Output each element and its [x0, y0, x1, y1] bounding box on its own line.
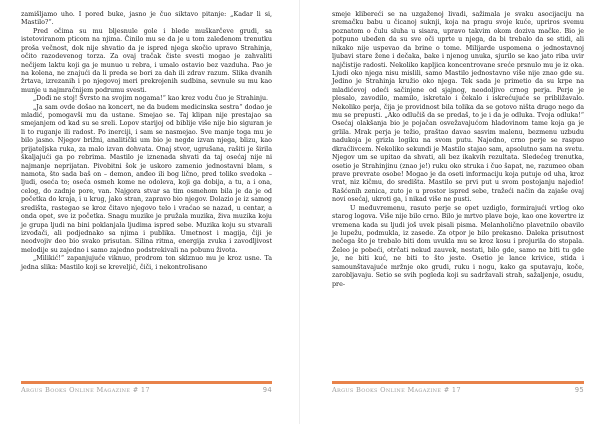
- page-number: 94: [262, 386, 272, 394]
- left-paragraph-4: „Ja sam ovde došao na koncert, ne da budem medicinska sestra“ dodao je mladić, pomogavši mu da ustane. Smejao se. Taj klipan nije prestajao sa smejanjem od kad su se sreli. Lopov starijoj od biblije više nije bio siguran je li to ruganje ili radost. Po inerciji, i sam se nasmejao. Sve manje toga mu je bilo jasno. Njegov brižni, analitički um bio je negde izvan njega, blizu, kao prijateljska ruka, za malo izvan dohvata. Onaj stvor, ugrušana, rašiti je širila škaljajući ga po rebrima. Mastilo je iznenada shvati da taj osećaj nije ni najmanje neprijatan. Pivobitni šok je uskoro zamenio jednostavni blam, s namota, što sada baš on – demon, anđeo ili bog lično, pred toliko svedoka – ljudi, oseća to; oseća osmeh kome ne odoleva, koji ga dobija, a tu, a i ona, celog, do zadnje pore, van. Najgora stvar sa tim osmehom bila je da je od početka do kraja, i u krug, jako stran, zapravo bio njegov. Dolazio je iz samog središta, rastegao se kroz čitavo njegovo telo i vraćao se nazad, u centar, a onda opet, sve iz početka. Snagu muzike je pružala muzika, živa muzika koju je grupa ljudi na bini poklanjala ljudima ispred sebe. Muzika koju su stvarali izvođači, ali podjednako sa njima i publika. Umetnost i magija, čiji je neodvojiv deo bio svako prisutan. Silina ritma, energija zvuka i zavodljivost melodije su zajedno i samo zajedno podstrekivali na pobunu života.: [21, 103, 272, 254]
- footer-left: [21, 386, 272, 396]
- left-paragraph-5: „Milikić!“ zapanjujuće viknuo, prodrom ton sklznuo mu je kroz usne. Ta jedna slika: Mastilo koji se kreveljić, čiči, i nekontrolisano: [21, 255, 272, 271]
- footer-rule-right: [332, 381, 584, 384]
- right-page: [300, 0, 600, 424]
- page-number: 95: [574, 386, 584, 394]
- left-paragraph-2: Pred očima su mu bljesnule gole i blede muškarčeve grudi, sa istetoviranom pticom na njima. Činilo mu se da je u tom zaleđenom trenutku proša večnost, dok nije shvatio da je ispred njega skočio upravo Strahinja, očito razodevenog torza. Za ovaj tračak čiste svesti mogao je zahvaliti nečijem laktu koji ga je munuo u rebra, i umalo ostavio bez vazduha. Pao je na kolena, ne znajući da li preda se bori za dah ili zdrav razum. Slika dvanih žrtava, izrezanih i po njegovoj meri prekrojenih sudbina, sevnule su mu kao munje u najmračnijem podrumu svesti.: [21, 27, 272, 94]
- left-page-text: [21, 11, 272, 272]
- right-paragraph-2: U međuvremenu, rasuto perje se opet uzdiglo, formirajući vrtlog oko starog logova. Više nije bilo crno. Bilo je mrtvo plave boje, kao one kovertre iz vremena kada su ljudi još uvek pisali pisma. Melanholično plavetnilo obavilo je lupežu, podmukla, iz zasede. Za otpor je bilo prekasno. Daleka prisutnost nečega što je trebalo biti dom uvukla mu se kroz kosu i projurila do stopala. Želeo je pobeći, otrčati nekud zauvek, nestati, bilo gde, samo ne biti tu gde je, ne biti kuć, ne biti to što jeste. Osetio je lance krivice, stida i samounštavajuće mržnje oko grudi, ruku i nogu, kako ga sputavaju, koče, zarobljavaju. Setio se svih pogleda koji su sadržavali strah, sažaljenje, osudu, pre-: [332, 204, 584, 288]
- footer-right: [332, 386, 584, 396]
- footer-magazine-title: Argus Books Online Magazine # 17: [332, 386, 461, 394]
- footer-rule-left: [21, 381, 272, 384]
- footer-magazine-title: Argus Books Online Magazine # 17: [21, 386, 150, 394]
- left-paragraph-1: zamišljamo uho. I pored buke, jasno je čuo siktavo pitanje: „Kadar li si, Mastilo?“.: [21, 11, 272, 27]
- right-paragraph-1: smeje klibereći se na uzgaženoj livadi, sažimala je svaku asocijaciju na sremačku babu u čicanoj suknji, koja na pragu svoje kuće, upriros svemu poznatom o čulu sluha u sisara, upravo takvim okom doziva mačke. Bio je potpuno ubeđen da su sve oči uprte u njega, da bi trebalo da se stidi, ali nikako nije uspevao da brine o tome. Milijarde uspomena o jednostavnoj ljubavi stare žene i dečaka, bake i njenog unuka, sjurilo se kao jato riba uvir najčistije radosti. Nekoliko kapljica koncentrovane sreće prsnulo mu je iz oka. Ljudi oko njega nisu mislili, samo Mastilo jednostavno više nije znao gde su. Jedino je Strahinja kružio oko njega. Tek sada je primetio da su krpe na mladićevoj odeći sačinjene od sjajnog, neodoljivo crnog perja. Perje je plesalo, zavodilo, mamilo, iskretalo i čekalo i iskrećujuće se približavalo. Nekoliko perja, čija je providnost bila tolika da se gotovo ništa drugo nego da mu se prepusti. „Ako odlučiš da se predaš, to je i da je odluka. Tvoja odluka!“ Osećaj olakšanja bio je pojačan osvežavajućom hladovinom tame koja ga je grlila. Mrak perja je težio, praštao davao sasvim malenu, bezmenu uzbudu nadukoja je grizla logiku na svom putu. Najedno, crno perje se raspuo dkraćlivcem. Nekoliko sekundi je Mastilo stajao sam, apsolutno sam na svetu. Njegov um se upitao da shvati, ali bez ikakvih rezultata. Sledećeg trenutka, osetio je Strahinjinu (znao je!) ruku oko struka i čuo šapat, ne, razumeo oban prave prevrate osobe! Mogao je da oseti informaciju koja putuje od uha, kroz vrat, niz kičmu, do središta. Mastilo se prvi put u svom postojanju najedio! Rašćenih zenica, zuto je u prostor ispred sebe, tražeći način da zajaše ovaj novi osećaj, ukroti ga, i nikad više ne pusti.: [332, 11, 584, 204]
- right-page-text: [332, 11, 584, 289]
- left-paragraph-3: „Dođi ne stoj! Švrsto na svojim nogama!“ kao krez vodu čuo je Strahinju.: [33, 95, 269, 103]
